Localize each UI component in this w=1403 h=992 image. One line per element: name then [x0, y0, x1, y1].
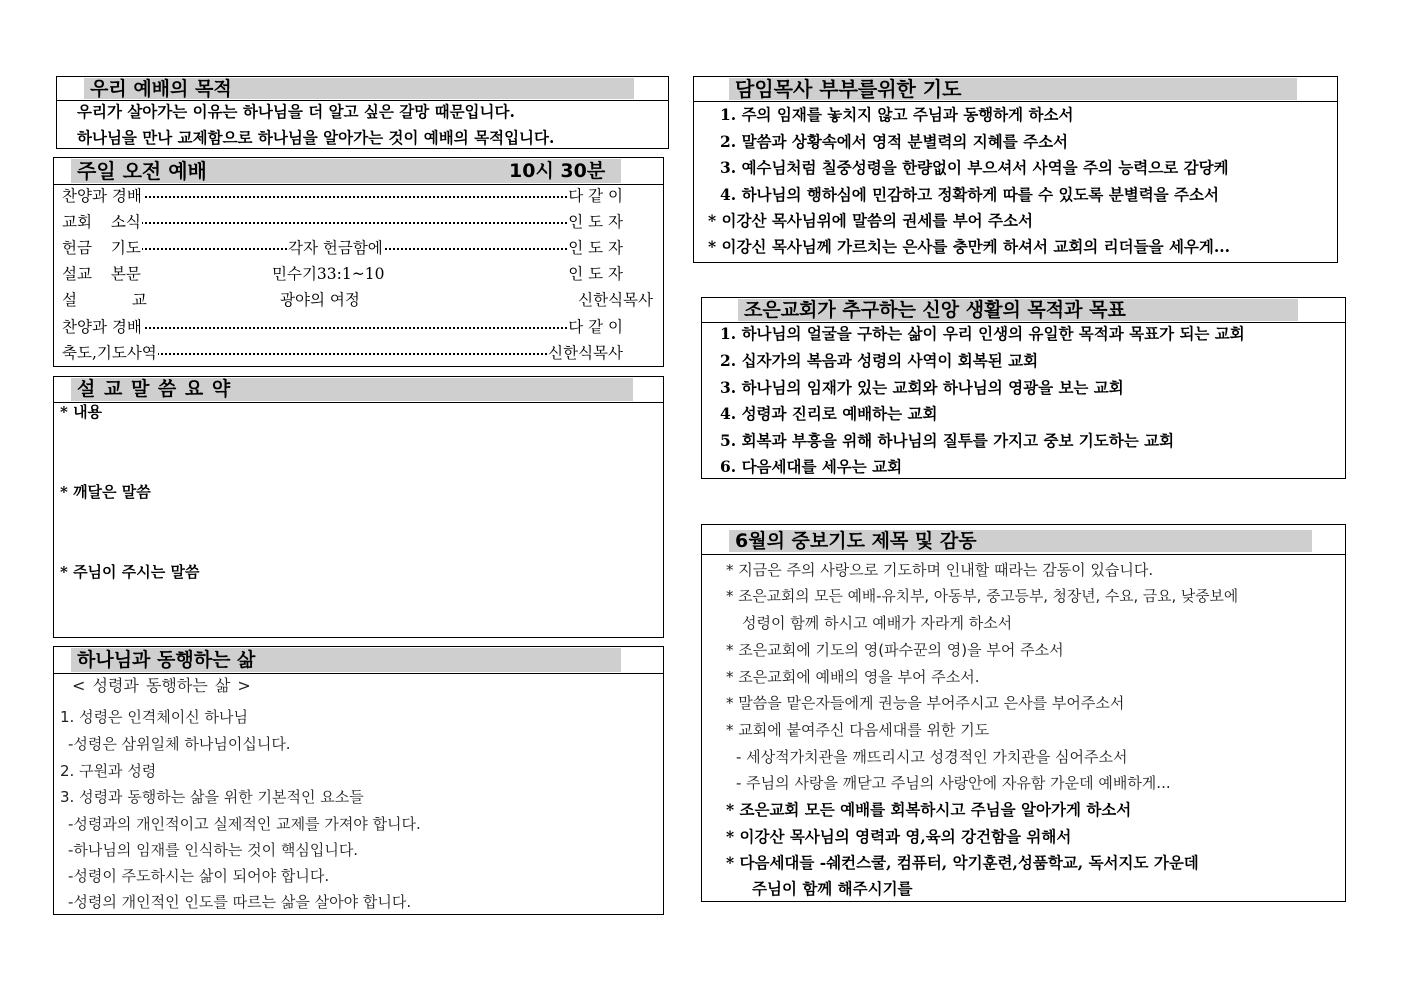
sunday-service-time: 10시 30분 [509, 160, 606, 182]
walk-with-god-box [53, 646, 664, 915]
service-row-label: 헌금 기도 [62, 239, 141, 257]
worship-purpose-title: 우리 예배의 목적 [84, 78, 634, 99]
june-prayer-line: * 다음세대들 -쉐컨스쿨, 컴퓨터, 악기훈련,성품학교, 독서지도 가운데 [726, 853, 1199, 872]
walk-with-god-title: 하나님과 동행하는 삶 [71, 648, 621, 672]
church-goals-box [701, 297, 1346, 479]
service-row-leader: 다 같 이 [568, 187, 623, 205]
sermon-summary-box [53, 376, 664, 638]
pastor-prayer-line: * 이강산 목사님위에 말씀의 권세를 부어 주소서 [708, 211, 1033, 230]
june-prayer-title: 6월의 중보기도 제목 및 감동 [729, 530, 1312, 552]
june-prayer-line: * 지금은 주의 사랑으로 기도하며 인내할 때라는 감동이 있습니다. [726, 561, 1154, 579]
service-row-leader: 인 도 자 [568, 213, 623, 231]
service-row-praise-2 [62, 317, 623, 337]
service-row-label: 찬양과 경배 [62, 187, 142, 205]
pastor-prayer-line: * 이강신 목사님께 가르치는 은사를 충만케 하셔서 교회의 리더들을 세우게... [708, 237, 1231, 256]
june-prayer-line: * 이강산 목사님의 영력과 영,육의 강건함을 위해서 [726, 827, 1072, 846]
church-goal-line: 2. 십자가의 복음과 성령의 사역이 회복된 교회 [720, 351, 1039, 370]
church-goal-line: 5. 회복과 부흥을 위해 하나님의 질투를 가지고 중보 기도하는 교회 [720, 431, 1175, 450]
church-goal-line: 3. 하나님의 임재가 있는 교회와 하나님의 영광을 보는 교회 [720, 378, 1124, 397]
worship-purpose-line-1: 우리가 살아가는 이유는 하나님을 더 알고 싶은 갈망 때문입니다. [77, 102, 515, 121]
walk-line: -성령과의 개인적이고 실제적인 교제를 가져야 합니다. [68, 815, 421, 833]
walk-line: -성령이 주도하시는 삶이 되어야 합니다. [68, 867, 330, 885]
walk-line: -성령의 개인적인 인도를 따르는 삶을 살아야 합니다. [68, 893, 412, 911]
sermon-summary-item: * 주님이 주시는 말씀 [60, 563, 200, 581]
june-prayer-line: * 말씀을 맡은자들에게 권능을 부어주시고 은사를 부어주소서 [726, 694, 1125, 712]
walk-with-god-subtitle: < 성령과 동행하는 삶 > [72, 676, 251, 695]
church-goal-line: 6. 다음세대를 세우는 교회 [720, 457, 903, 476]
walk-line: 2. 구원과 성령 [60, 762, 157, 780]
sunday-service-box [53, 157, 664, 367]
service-row-leader: 신한식목사 [578, 291, 653, 309]
walk-line: 1. 성령은 인격체이신 하나님 [60, 708, 249, 726]
june-prayer-line: 주님이 함께 해주시기를 [752, 879, 913, 898]
june-prayer-box [701, 524, 1346, 902]
service-row-leader: 인 도 자 [568, 239, 623, 257]
church-goal-line: 1. 하나님의 얼굴을 구하는 삶이 우리 인생의 유일한 목적과 목표가 되는 교회 [720, 324, 1245, 343]
church-goal-line: 4. 성령과 진리로 예배하는 교회 [720, 404, 938, 423]
june-prayer-line: - 세상적가치관을 깨뜨리시고 성경적인 가치관을 심어주소서 [736, 748, 1128, 766]
service-row-leader: 신한식목사 [548, 344, 623, 362]
june-prayer-line: 성령이 함께 하시고 예배가 자라게 하소서 [742, 614, 1013, 632]
sermon-summary-title: 설 교 말 씀 요 약 [71, 378, 633, 401]
service-row-sermon [62, 290, 653, 310]
service-row-label: 설교 본문 [62, 265, 141, 283]
service-row-label: 설 교 [62, 291, 147, 309]
service-row-label: 찬양과 경배 [62, 318, 142, 336]
june-prayer-line: * 조은교회 모든 예배를 회복하시고 주님을 알아가게 하소서 [726, 800, 1132, 819]
service-row-label: 축도,기도사역 [62, 344, 157, 362]
walk-line: -성령은 삼위일체 하나님이십니다. [68, 735, 291, 753]
service-row-benediction [62, 343, 623, 363]
service-row-detail: 민수기33:1~10 [272, 265, 385, 283]
june-prayer-line: * 조은교회에 기도의 영(파수꾼의 영)을 부어 주소서 [726, 641, 1064, 659]
service-row-label: 교회 소식 [62, 213, 141, 231]
service-row-offering [62, 238, 623, 258]
service-row-praise [62, 186, 623, 206]
church-goals-title: 조은교회가 추구하는 신앙 생활의 목적과 목표 [738, 299, 1298, 321]
june-prayer-line: * 교회에 붙여주신 다음세대를 위한 기도 [726, 721, 990, 739]
sermon-summary-item: * 깨달은 말씀 [60, 483, 151, 501]
pastor-prayer-line: 2. 말씀과 상황속에서 영적 분별력의 지혜를 주소서 [720, 132, 1069, 151]
pastor-prayer-line: 1. 주의 임재를 놓치지 않고 주님과 동행하게 하소서 [720, 105, 1074, 124]
service-row-scripture [62, 264, 623, 284]
worship-purpose-line-2: 하나님을 만나 교제함으로 하나님을 알아가는 것이 예배의 목적입니다. [77, 128, 555, 147]
pastor-prayer-title: 담임목사 부부를위한 기도 [729, 78, 1297, 100]
june-prayer-line: * 조은교회의 모든 예배-유치부, 아동부, 중고등부, 청장년, 수요, 금요, 낮중보에 [726, 588, 1239, 605]
sermon-summary-item: * 내용 [60, 403, 103, 421]
pastor-prayer-line: 3. 예수님처럼 칠중성령을 한량없이 부으셔서 사역을 주의 능력으로 감당케 [720, 158, 1229, 177]
worship-purpose-box [56, 76, 669, 149]
pastor-prayer-box [693, 76, 1338, 263]
pastor-prayer-line: 4. 하나님의 행하심에 민감하고 정확하게 따를 수 있도록 분별력을 주소서 [720, 185, 1219, 204]
service-row-leader: 인 도 자 [568, 265, 623, 283]
service-row-news [62, 212, 623, 232]
june-prayer-line: - 주님의 사랑을 깨닫고 주님의 사랑안에 자유함 가운데 예배하게... [736, 774, 1171, 792]
service-row-leader: 다 같 이 [568, 318, 623, 336]
walk-line: 3. 성령과 동행하는 삶을 위한 기본적인 요소들 [60, 788, 364, 806]
service-row-detail: 광야의 여정 [280, 291, 360, 309]
june-prayer-line: * 조은교회에 예배의 영을 부어 주소서. [726, 668, 980, 686]
service-row-detail: 각자 헌금함에 [288, 239, 383, 257]
walk-line: -하나님의 임재를 인식하는 것이 핵심입니다. [68, 841, 359, 859]
sunday-service-title: 주일 오전 예배 [71, 159, 621, 183]
